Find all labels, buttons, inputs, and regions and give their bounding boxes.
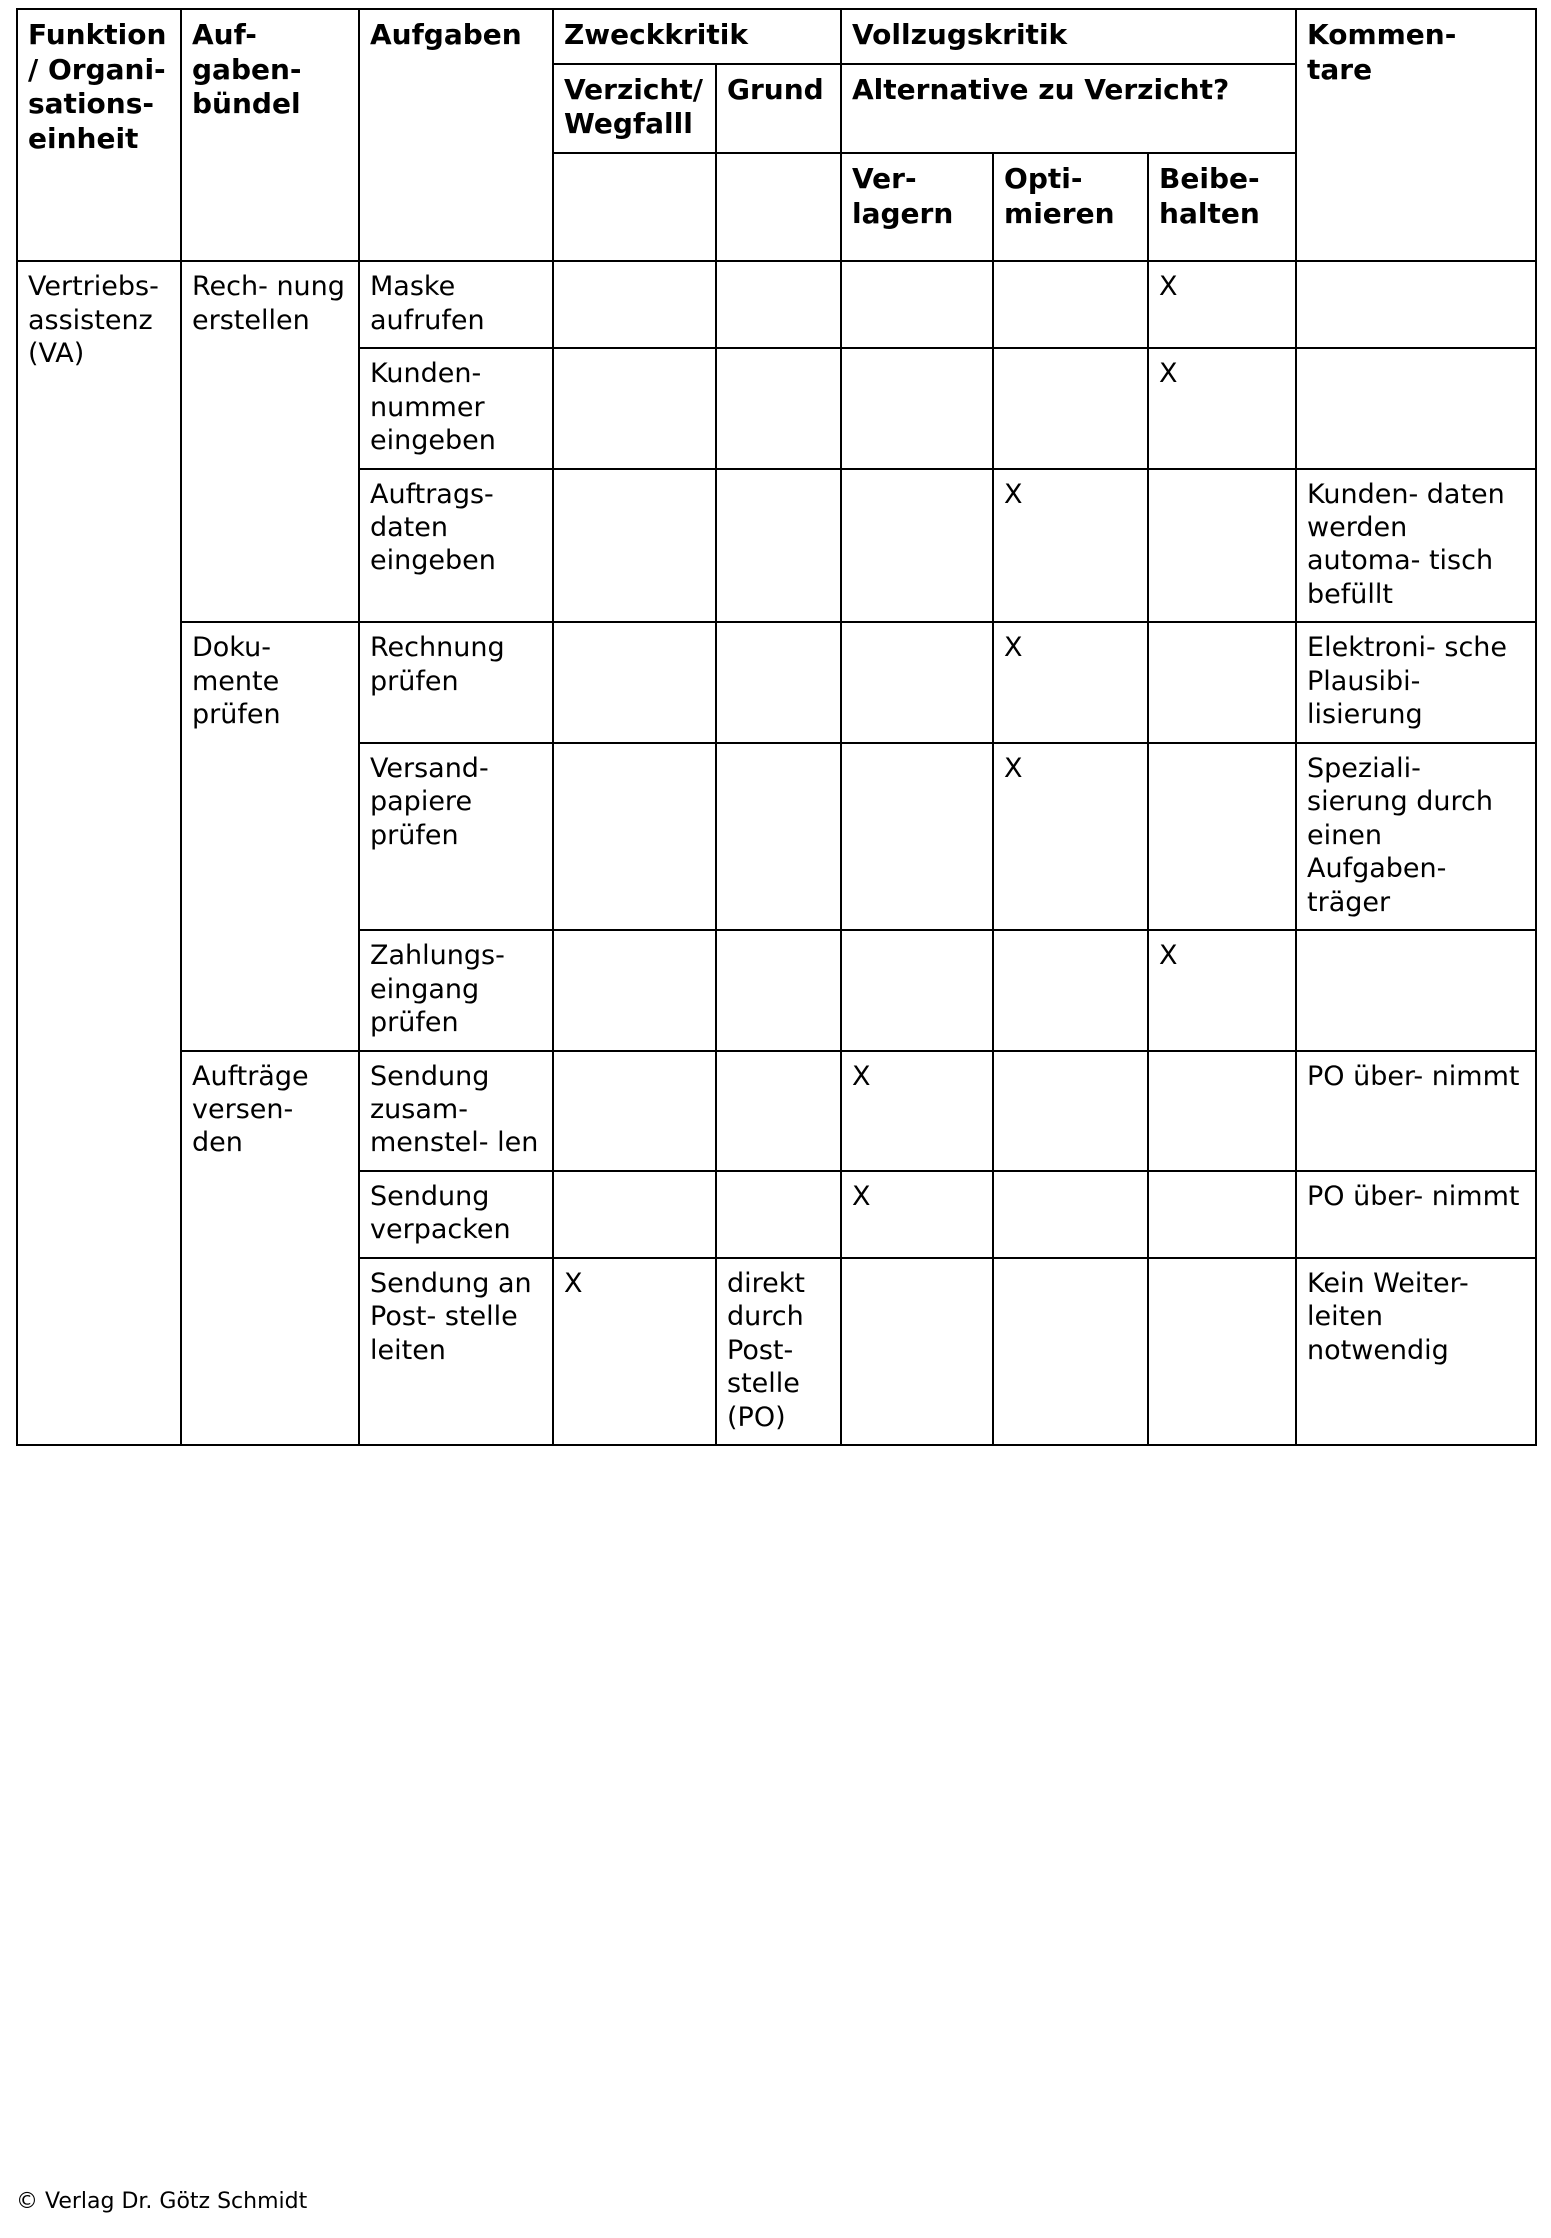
cell-beibehalten xyxy=(1148,743,1296,930)
cell-beibehalten xyxy=(1148,469,1296,623)
header-verzicht-wegfall: Verzicht/ Wegfalll xyxy=(553,64,716,153)
cell-aufgabe: Kunden- nummer eingeben xyxy=(359,348,553,468)
header-verzicht-spacer xyxy=(553,153,716,261)
cell-optimieren xyxy=(993,348,1148,468)
cell-aufgabe: Rechnung prüfen xyxy=(359,622,553,742)
cell-kommentar xyxy=(1296,261,1536,348)
cell-beibehalten xyxy=(1148,622,1296,742)
cell-grund xyxy=(716,348,841,468)
cell-buendel: Rech- nung erstellen xyxy=(181,261,359,622)
cell-beibehalten: X xyxy=(1148,930,1296,1050)
cell-grund xyxy=(716,930,841,1050)
table-row xyxy=(17,261,1536,348)
cell-grund xyxy=(716,1171,841,1258)
cell-kommentar: Kein Weiter- leiten notwendig xyxy=(1296,1258,1536,1445)
cell-verlagern: X xyxy=(841,1051,993,1171)
header-verlagern: Ver- lagern xyxy=(841,153,993,261)
cell-verzicht xyxy=(553,1171,716,1258)
table-body xyxy=(17,261,1536,1445)
table-row xyxy=(17,622,1536,742)
cell-aufgabe: Versand- papiere prüfen xyxy=(359,743,553,930)
cell-kommentar xyxy=(1296,348,1536,468)
cell-optimieren xyxy=(993,930,1148,1050)
cell-verzicht xyxy=(553,261,716,348)
cell-aufgabe: Sendung an Post- stelle leiten xyxy=(359,1258,553,1445)
cell-aufgabe: Auftrags- daten eingeben xyxy=(359,469,553,623)
cell-verlagern xyxy=(841,1258,993,1445)
cell-verlagern xyxy=(841,348,993,468)
cell-buendel: Aufträge versen- den xyxy=(181,1051,359,1446)
cell-kommentar xyxy=(1296,930,1536,1050)
cell-aufgabe: Sendung verpacken xyxy=(359,1171,553,1258)
cell-grund xyxy=(716,622,841,742)
cell-verlagern xyxy=(841,930,993,1050)
copyright-notice: © Verlag Dr. Götz Schmidt xyxy=(16,2189,308,2214)
header-alternative-zu-verzicht: Alternative zu Verzicht? xyxy=(841,64,1296,153)
cell-aufgabe: Zahlungs- eingang prüfen xyxy=(359,930,553,1050)
cell-grund xyxy=(716,743,841,930)
cell-verzicht xyxy=(553,622,716,742)
cell-kommentar: Kunden- daten werden automa- tisch befüllt xyxy=(1296,469,1536,623)
cell-funktion: Vertriebs- assistenz (VA) xyxy=(17,261,181,1445)
cell-optimieren xyxy=(993,261,1148,348)
cell-verzicht xyxy=(553,930,716,1050)
aufgabenkritik-table xyxy=(16,8,1537,1446)
cell-verzicht: X xyxy=(553,1258,716,1445)
header-grund: Grund xyxy=(716,64,841,153)
cell-verlagern: X xyxy=(841,1171,993,1258)
cell-beibehalten xyxy=(1148,1171,1296,1258)
cell-kommentar: PO über- nimmt xyxy=(1296,1051,1536,1171)
cell-beibehalten xyxy=(1148,1258,1296,1445)
header-kommentare: Kommen- tare xyxy=(1296,9,1536,261)
header-aufgabenbuendel: Auf- gaben- bündel xyxy=(181,9,359,261)
cell-kommentar: PO über- nimmt xyxy=(1296,1171,1536,1258)
cell-optimieren xyxy=(993,1171,1148,1258)
header-beibehalten: Beibe- halten xyxy=(1148,153,1296,261)
cell-verlagern xyxy=(841,622,993,742)
header-aufgaben: Aufgaben xyxy=(359,9,553,261)
cell-grund xyxy=(716,469,841,623)
header-vollzugskritik: Vollzugskritik xyxy=(841,9,1296,64)
cell-verzicht xyxy=(553,469,716,623)
cell-beibehalten: X xyxy=(1148,261,1296,348)
cell-optimieren: X xyxy=(993,469,1148,623)
header-optimieren: Opti- mieren xyxy=(993,153,1148,261)
cell-grund: direkt durch Post- stelle (PO) xyxy=(716,1258,841,1445)
cell-grund xyxy=(716,261,841,348)
cell-beibehalten: X xyxy=(1148,348,1296,468)
cell-kommentar: Elektroni- sche Plausibi- lisierung xyxy=(1296,622,1536,742)
header-zweckkritik: Zweckkritik xyxy=(553,9,841,64)
header-grund-spacer xyxy=(716,153,841,261)
table-row xyxy=(17,1051,1536,1171)
cell-optimieren: X xyxy=(993,622,1148,742)
cell-optimieren: X xyxy=(993,743,1148,930)
header-row-1 xyxy=(17,9,1536,64)
cell-verzicht xyxy=(553,348,716,468)
cell-kommentar: Speziali- sierung durch einen Aufgaben- träger xyxy=(1296,743,1536,930)
header-funktion: Funktion/ Organi- sations- einheit xyxy=(17,9,181,261)
cell-optimieren xyxy=(993,1051,1148,1171)
cell-verlagern xyxy=(841,469,993,623)
table-header xyxy=(17,9,1536,261)
cell-verzicht xyxy=(553,743,716,930)
cell-buendel: Doku- mente prüfen xyxy=(181,622,359,1050)
cell-beibehalten xyxy=(1148,1051,1296,1171)
cell-verlagern xyxy=(841,743,993,930)
cell-aufgabe: Sendung zusam- menstel- len xyxy=(359,1051,553,1171)
cell-grund xyxy=(716,1051,841,1171)
cell-verlagern xyxy=(841,261,993,348)
cell-optimieren xyxy=(993,1258,1148,1445)
cell-aufgabe: Maske aufrufen xyxy=(359,261,553,348)
document-page xyxy=(16,8,1535,1446)
cell-verzicht xyxy=(553,1051,716,1171)
